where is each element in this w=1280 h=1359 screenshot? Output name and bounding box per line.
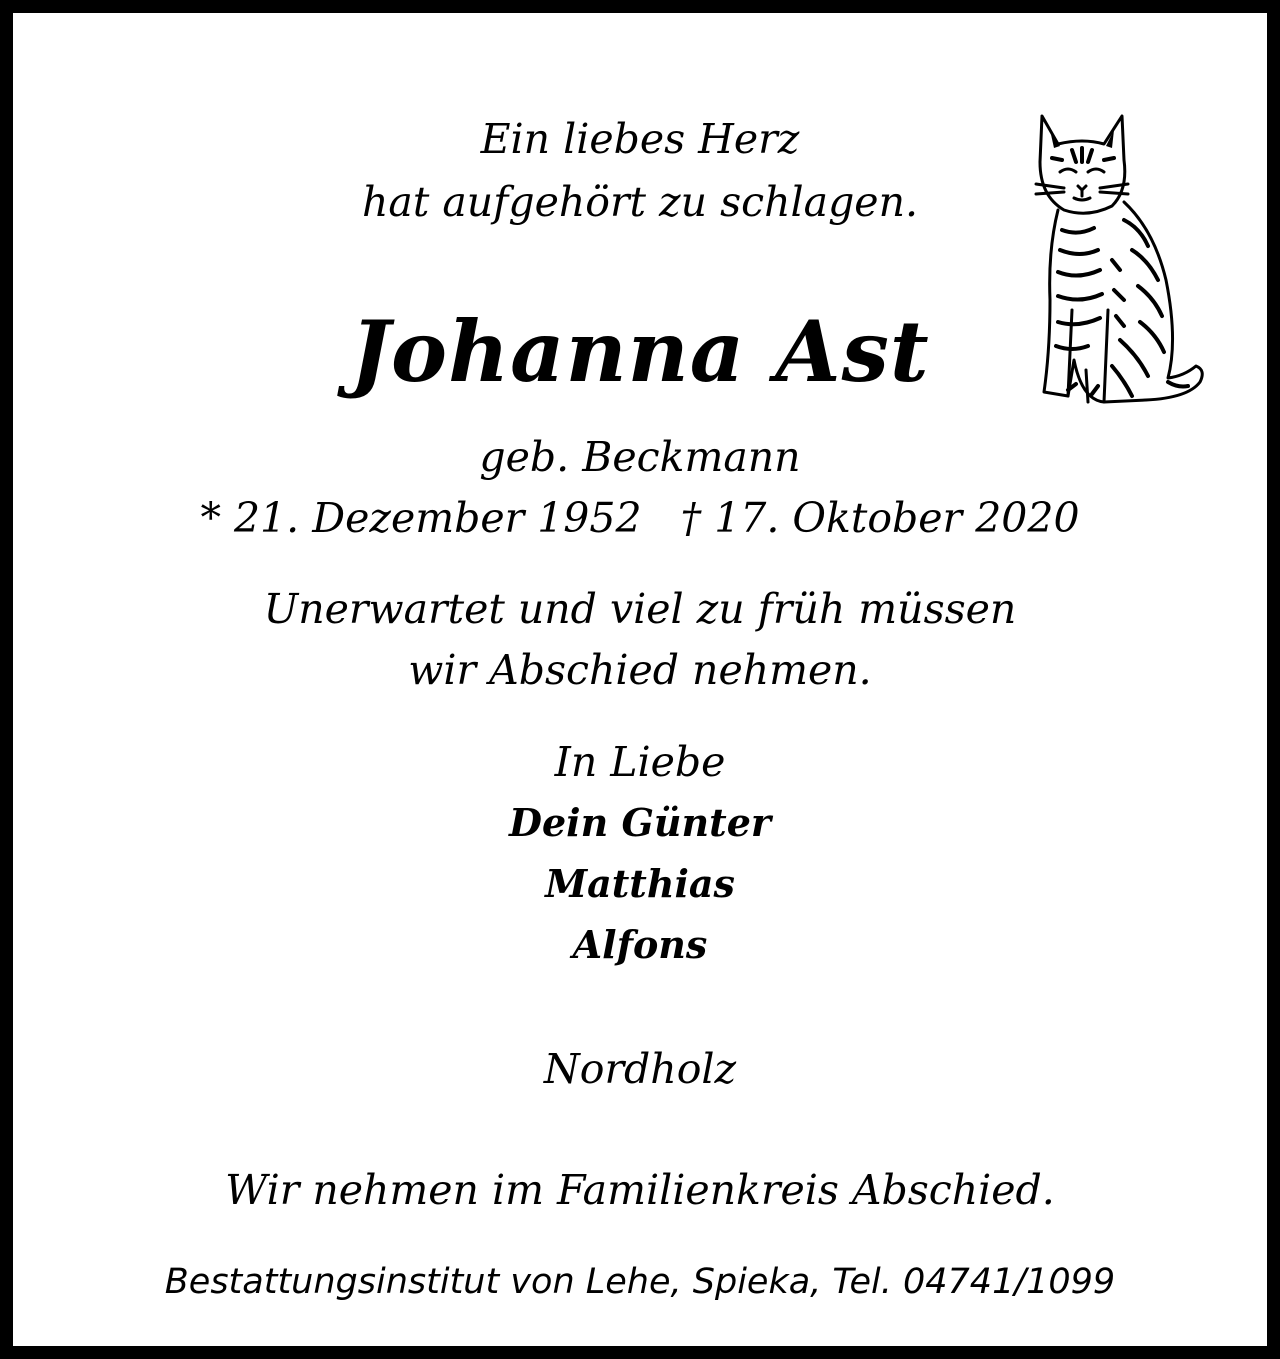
- closing-text: In Liebe: [554, 738, 726, 786]
- birth-name: geb. Beckmann: [479, 433, 801, 481]
- signatory-3: Alfons: [572, 922, 708, 967]
- cat-icon: [1028, 110, 1208, 420]
- verse-line-2: hat aufgehört zu schlagen.: [361, 178, 919, 226]
- place: Nordholz: [543, 1045, 737, 1093]
- message-line-2: wir Abschied nehmen.: [408, 646, 872, 694]
- message-line-1: Unerwartet und viel zu früh müssen: [263, 585, 1017, 633]
- signatory-1: Dein Günter: [509, 800, 771, 845]
- farewell-note: Wir nehmen im Familienkreis Abschied.: [225, 1166, 1055, 1214]
- verse-line-1: Ein liebes Herz: [480, 115, 800, 163]
- funeral-home: Bestattungsinstitut von Lehe, Spieka, Tel. 04741/1099: [164, 1262, 1116, 1302]
- life-dates: * 21. Dezember 1952 † 17. Oktober 2020: [200, 494, 1080, 542]
- deceased-name: Johanna Ast: [350, 302, 930, 401]
- signatory-2: Matthias: [545, 861, 735, 906]
